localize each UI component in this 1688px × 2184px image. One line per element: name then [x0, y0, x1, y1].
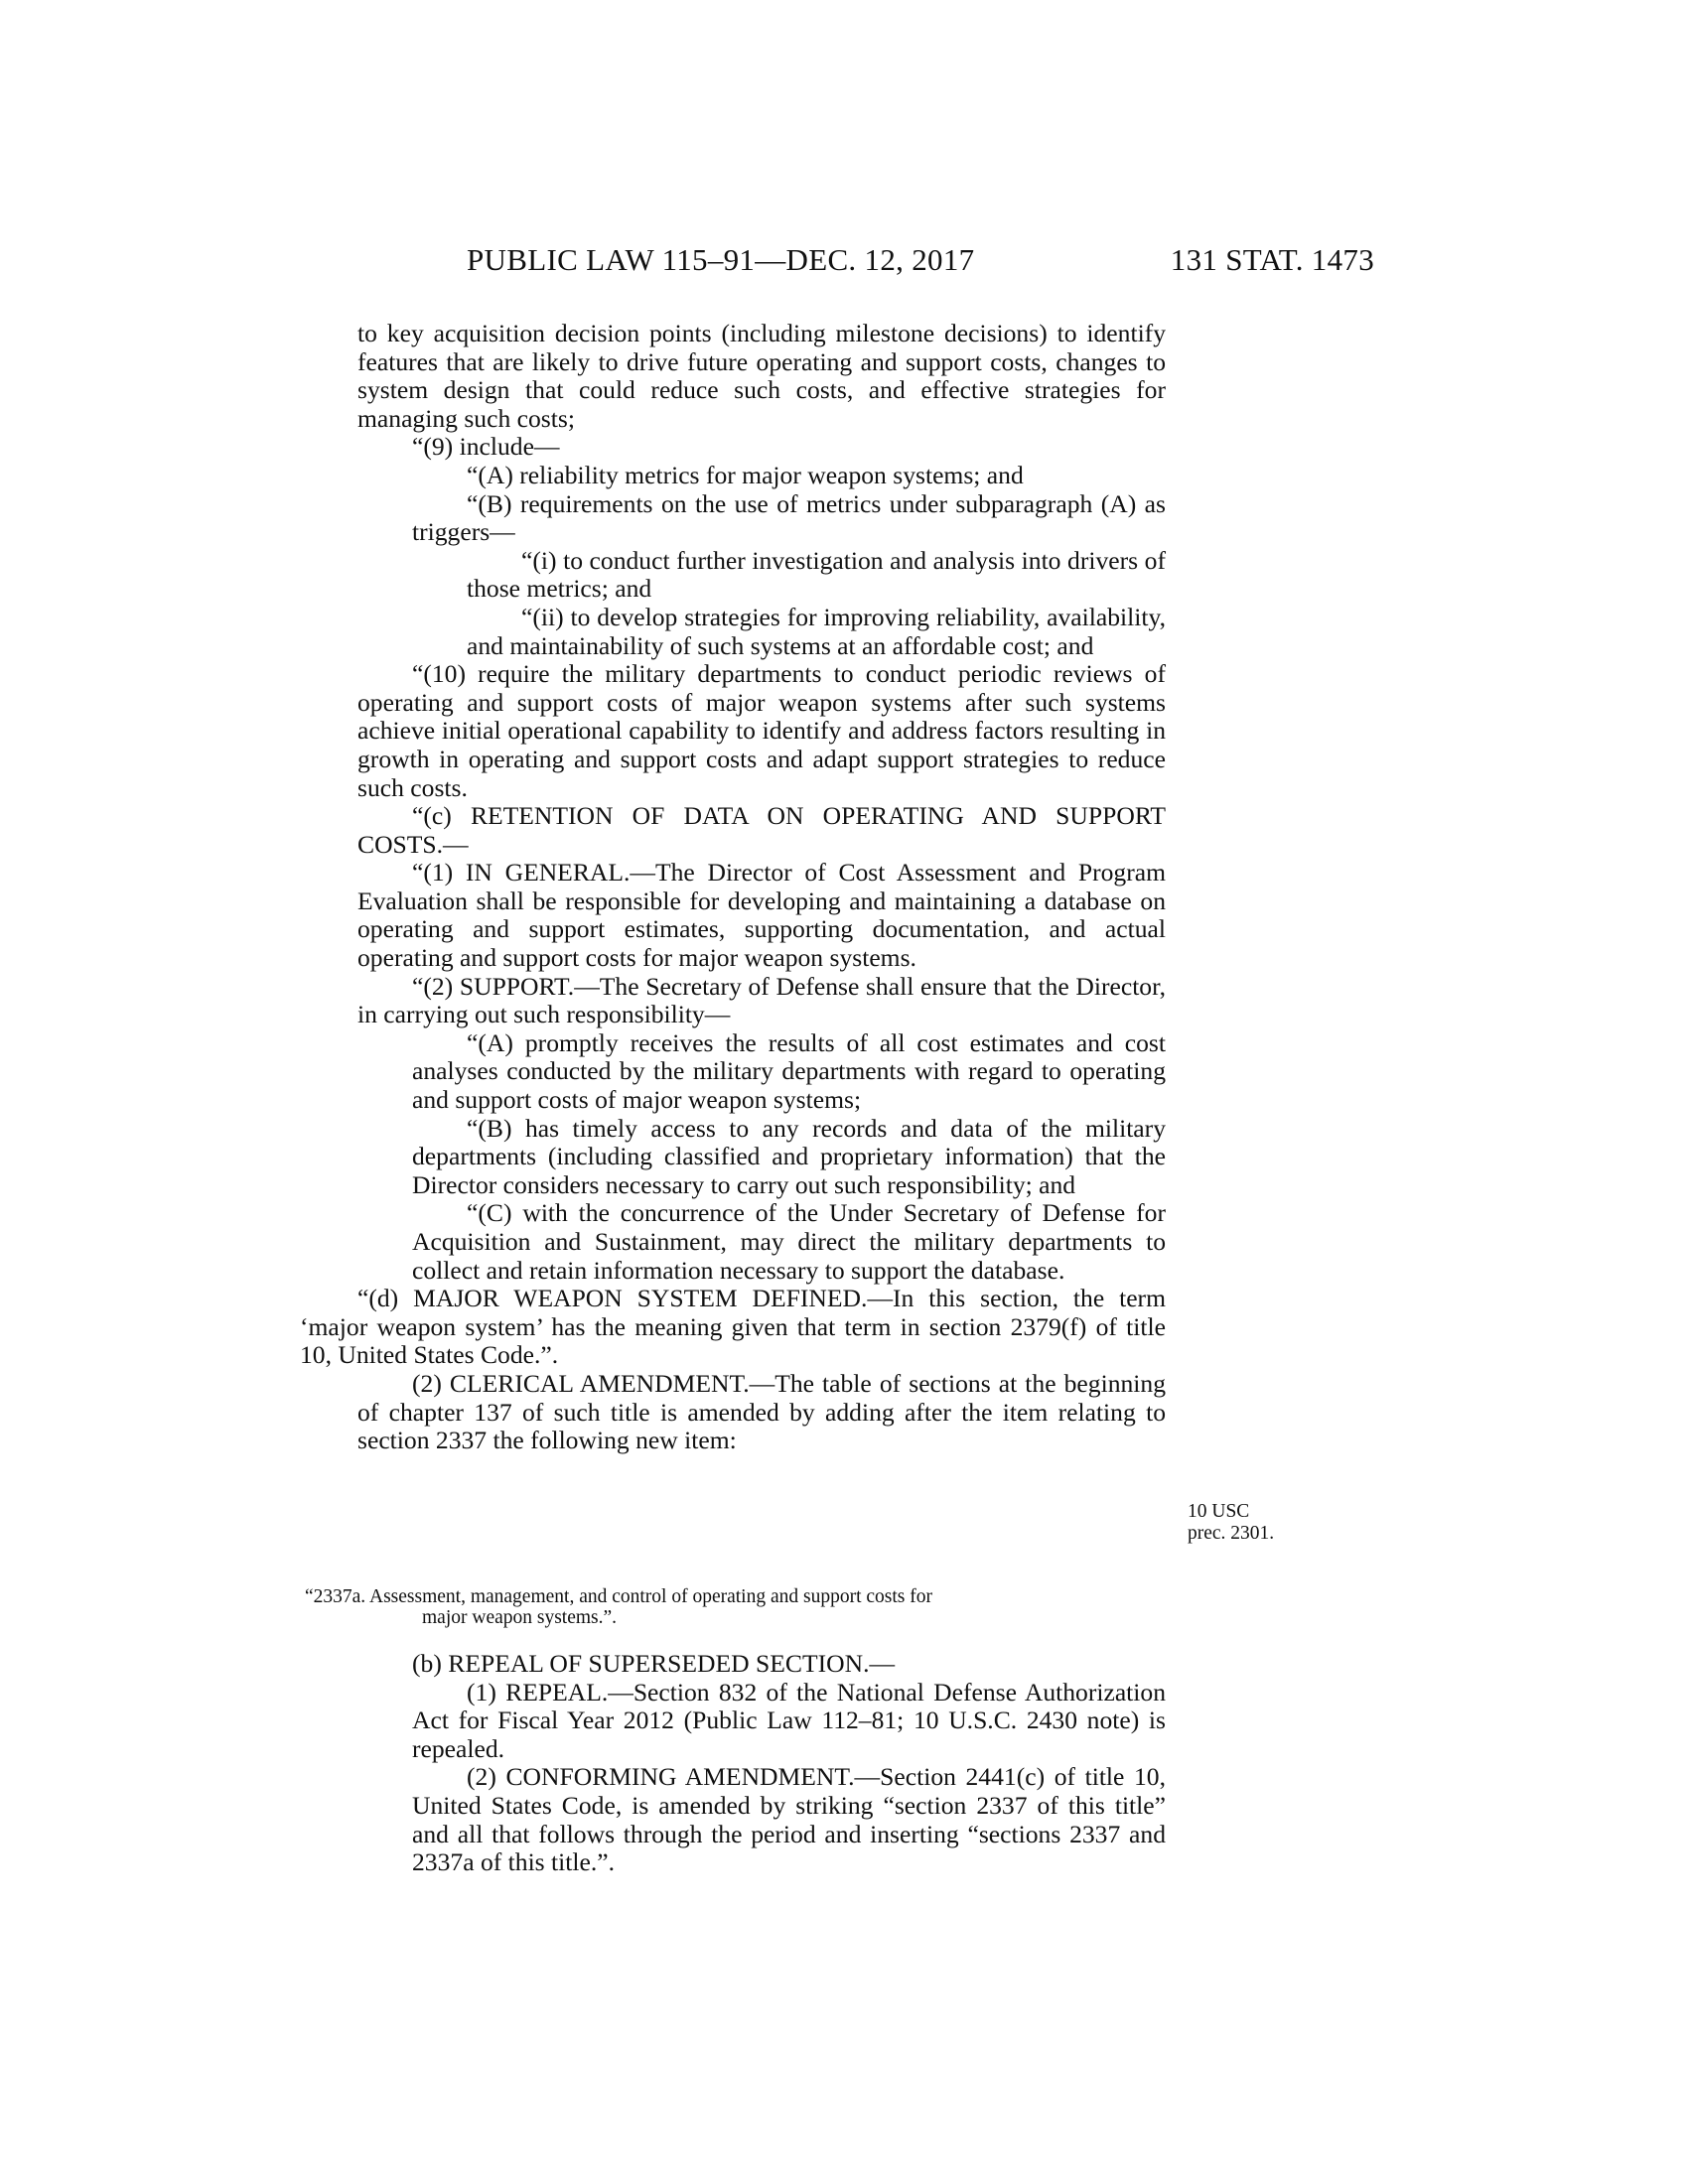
c2-heading: SUPPORT.	[459, 971, 575, 1001]
subsection-c-2-C: “(C) with the concurrence of the Under Secretary of Defense for Acquisition and Sustainment, may direct the military departments to collect and retain information necessary to support the database.	[412, 1198, 1166, 1285]
paragraph-9: “(9) include—	[412, 432, 560, 462]
subsection-c-heading	[357, 802, 1166, 859]
clerical-heading: CLERICAL AMENDMENT.	[449, 1368, 750, 1398]
paragraph-9-B-ii: “(ii) to develop strategies for improving reliability, availability, and maintainability of such systems at an affordable cost; and	[467, 602, 1166, 660]
c1-heading: IN GENERAL.	[465, 858, 631, 887]
r2-prefix: (2)	[467, 1762, 506, 1792]
margin-note	[1188, 1501, 1327, 1545]
subsection-c-prefix: “(c)	[412, 801, 471, 831]
c1-prefix: “(1)	[412, 858, 466, 887]
r1-prefix: (1)	[467, 1677, 506, 1706]
d-heading: MAJOR WEAPON SYSTEM DEFINED.	[413, 1284, 868, 1313]
c1-text: —The Director of Cost Assessment and Program Evaluation shall be responsible for developing and maintaining a database on operating and support estimates, supporting documentation, and actual operating and support costs for major weapon systems.	[357, 858, 1166, 973]
d-text: —In this section, the term ‘major weapon system’ has the meaning given that term in section 2379(f) of title 10, United States Code.”.	[300, 1284, 1166, 1370]
paragraph-9-B-i: “(i) to conduct further investigation and analysis into drivers of those metrics; and	[467, 545, 1166, 604]
main-body-text	[300, 319, 1166, 1455]
b-prefix: (b)	[412, 1649, 449, 1678]
c2-prefix: “(2)	[412, 971, 460, 1001]
subsection-c-2-B: “(B) has timely access to any records and data of the military departments (including classified and proprietary information) that the Director considers necessary to carry out such responsibility; and	[412, 1113, 1166, 1199]
subsection-b-heading	[357, 1650, 1166, 1679]
page-header	[467, 242, 1374, 282]
paragraph-10: “(10) require the military departments to conduct periodic reviews of operating and support costs of major weapon systems after such systems achieve initial operational capability to identify and address factors resulting in growth in operating and support costs and adapt support strategies to reduce such costs.	[357, 659, 1166, 802]
c2-text: —The Secretary of Defense shall ensure that the Director, in carrying out such responsibility—	[357, 971, 1166, 1029]
clerical-text: —The table of sections at the beginning of chapter 137 of such title is amended by adding after the item relating to section 2337 the following new item:	[357, 1368, 1166, 1455]
repeal-paragraph	[357, 1679, 1166, 1764]
statute-page-number: 131 STAT. 1473	[1170, 242, 1374, 277]
subsection-c-title: RETENTION OF DATA ON OPERATING AND SUPPORT COSTS.—	[357, 801, 1166, 859]
paragraph-9-A: “(A) reliability metrics for major weapon systems; and	[467, 460, 1024, 489]
clerical-prefix: (2)	[412, 1368, 450, 1398]
paragraph-9-B: “(B) requirements on the use of metrics under subparagraph (A) as triggers—	[412, 488, 1166, 547]
d-prefix: “(d)	[357, 1284, 414, 1313]
conforming-amendment-paragraph	[357, 1763, 1166, 1876]
clerical-amendment	[357, 1370, 1166, 1455]
subsection-c-2-A: “(A) promptly receives the results of all cost estimates and cost analyses conducted by the military departments with regard to operating and support costs of major weapon systems;	[412, 1027, 1166, 1115]
b-title: REPEAL OF SUPERSEDED SECTION.—	[448, 1649, 896, 1678]
table-item-line-1: “2337a. Assessment, management, and control of operating and support costs for	[305, 1586, 932, 1607]
r2-heading: CONFORMING AMENDMENT.	[505, 1762, 855, 1792]
margin-note-line-2: prec. 2301.	[1188, 1523, 1275, 1544]
lower-body-text	[357, 1650, 1166, 1877]
r1-heading: REPEAL.	[505, 1677, 609, 1706]
r2-text: —Section 2441(c) of title 10, United States Code, is amended by striking “section 2337 of this title” and all that follows through the period and inserting “sections 2337 and 2337a of this title.”.	[412, 1762, 1166, 1877]
public-law-citation: PUBLIC LAW 115–91—DEC. 12, 2017	[467, 242, 975, 277]
subsection-d	[300, 1285, 1166, 1370]
table-of-sections-item	[305, 1586, 1179, 1628]
table-item-line-2: major weapon systems.”.	[422, 1607, 618, 1628]
margin-note-line-1: 10 USC	[1188, 1501, 1250, 1522]
subsection-c-2	[357, 973, 1166, 1029]
r1-text: —Section 832 of the National Defense Authorization Act for Fiscal Year 2012 (Public Law 112–81; 10 U.S.C. 2430 note) is repealed.	[412, 1677, 1166, 1763]
subsection-c-1	[357, 859, 1166, 972]
paragraph-continuation: to key acquisition decision points (including milestone decisions) to identify features that are likely to drive future operating and support costs, changes to system design that could reduce such costs, and effective strategies for managing such costs;	[357, 319, 1166, 433]
